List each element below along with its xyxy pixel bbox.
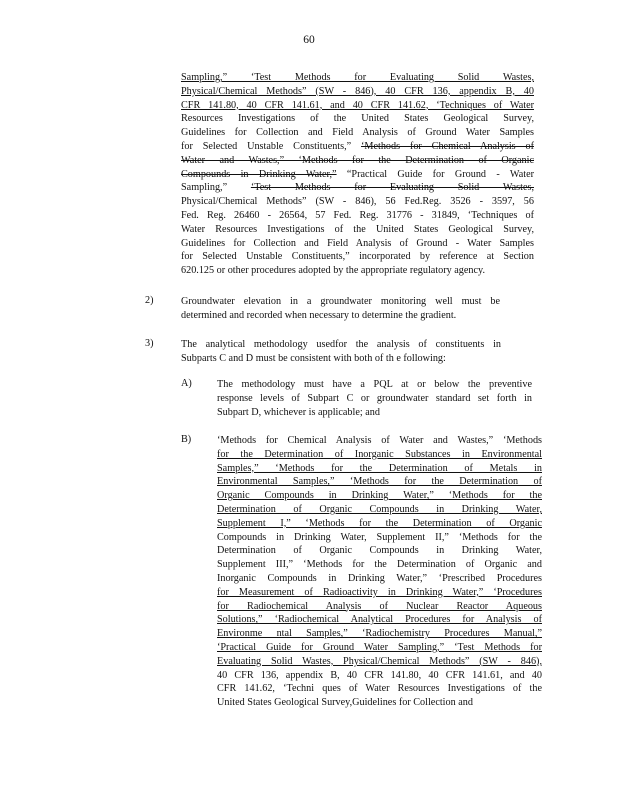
text-line <box>217 682 542 696</box>
text-line <box>181 352 501 366</box>
text-segment: Evaluating Solid Wastes, Physical/Chemical Methods” (SW - 846), <box>217 655 542 667</box>
text-line <box>217 696 542 710</box>
text-segment: Sampling,” <box>181 182 251 194</box>
text-line <box>217 600 542 614</box>
text-segment: “Practical Guide for Ground - Water <box>336 168 534 180</box>
text-segment: CFR 141.62, ‘Techni ques of Water Resources Investigations of the <box>217 683 542 695</box>
text-line <box>217 406 532 420</box>
text-segment: Guidelines for Collection and Field Analysis of Ground - Water Samples <box>181 237 534 249</box>
text-line <box>217 572 542 586</box>
item-3-marker: 3) <box>145 338 154 349</box>
item-b-marker: B) <box>181 434 192 445</box>
text-line <box>217 669 542 683</box>
text-segment: Inorganic Compounds in Drinking Water,” ‘Prescribed Procedures <box>217 572 542 584</box>
text-segment: Environme ntal Samples,” ‘Radiochemistry Procedures Manual,” <box>217 628 542 640</box>
text-line <box>217 489 542 503</box>
text-segment: Solutions,” ‘Radiochemical Analytical Procedures for Analysis of <box>217 614 542 626</box>
text-segment: United States Geological Survey,Guidelines for Collection and <box>217 697 473 709</box>
text-line <box>181 237 534 251</box>
text-segment: Water and Wastes,” ‘Methods for the Determination of Organic <box>181 154 534 166</box>
text-segment: for Selected Unstable Constituents,” <box>181 140 362 152</box>
text-segment: ‘Methods for Chemical Analysis of Water and Wastes,” ‘Methods <box>217 435 542 446</box>
text-line <box>217 586 542 600</box>
text-segment: response levels of Subpart C or groundwater standard set forth in <box>217 392 532 404</box>
text-segment: Guidelines for Collection and Field Analysis of Ground Water Samples <box>181 127 534 139</box>
text-segment: Organic Compounds in Drinking Water,” ‘Methods for the <box>217 490 542 502</box>
text-segment: The analytical methodology usedfor the analysis of constituents in <box>181 339 501 350</box>
text-segment: The methodology must have a PQL at or below the preventive <box>217 379 532 390</box>
text-segment: ‘Methods for Chemical Analysis of <box>361 140 534 152</box>
text-line <box>181 250 534 264</box>
text-segment: ‘Test Methods for Evaluating Solid Wastes, <box>250 182 534 194</box>
text-line <box>217 517 542 531</box>
text-line <box>181 181 534 195</box>
text-line <box>217 378 532 392</box>
text-segment: CFR 141.80, 40 CFR 141.61, and 40 CFR 141.62, ‘Techniques of Water <box>181 99 534 111</box>
text-line <box>217 531 542 545</box>
text-segment: Physical/Chemical Methods” (SW - 846), 56 Fed.Reg. 3526 - 3597, 56 <box>181 196 534 208</box>
text-line <box>181 154 534 168</box>
text-segment: Environmental Samples,” ‘Methods for the Determination of <box>217 476 542 488</box>
item-a-text <box>217 378 532 419</box>
text-line <box>217 627 542 641</box>
intro-paragraph <box>181 71 534 278</box>
text-segment: Subparts C and D must be consistent with both of th e following: <box>181 352 446 364</box>
text-line <box>181 264 534 278</box>
text-segment: 620.125 or other procedures adopted by the appropriate regulatory agency. <box>181 265 486 277</box>
text-segment: 40 CFR 136, appendix B, 40 CFR 141.80, 40 CFR 141.61, and 40 <box>217 669 542 681</box>
item-a-marker: A) <box>181 378 192 389</box>
text-segment: Water Resources Investigations of the United States Geological Survey, <box>181 223 534 235</box>
text-line <box>217 558 542 572</box>
text-segment: Supplement I,” ‘Methods for the Determination of Organic <box>217 517 542 529</box>
text-line <box>181 126 534 140</box>
text-line <box>181 295 500 309</box>
text-segment: Fed. Reg. 26460 - 26564, 57 Fed. Reg. 31776 - 31849, ‘Techniques of <box>181 209 534 221</box>
text-line <box>181 112 534 126</box>
text-segment: Groundwater elevation in a groundwater monitoring well must be <box>181 296 500 307</box>
text-segment: Subpart D, whichever is applicable; and <box>217 406 380 418</box>
text-line <box>217 613 542 627</box>
text-segment: for the Determination of Inorganic Substances in Environmental <box>217 448 542 460</box>
text-line <box>181 309 500 323</box>
text-segment: for Measurement of Radioactivity in Drinking Water,” ‘Procedures <box>217 586 542 598</box>
text-segment: Determination of Organic Compounds in Drinking Water, <box>217 503 542 515</box>
text-line <box>217 448 542 462</box>
text-line <box>181 209 534 223</box>
text-line <box>217 475 542 489</box>
text-segment: determined and recorded when necessary to determine the gradient. <box>181 309 457 321</box>
text-line <box>181 338 501 352</box>
text-line <box>217 462 542 476</box>
text-line <box>217 641 542 655</box>
text-line <box>217 503 542 517</box>
text-line <box>217 434 542 448</box>
text-segment: Compounds in Drinking Water, Supplement II,” ‘Methods for the <box>217 531 542 543</box>
text-line <box>181 195 534 209</box>
text-segment: Physical/Chemical Methods” (SW - 846), 40 CFR 136, appendix B, 40 <box>181 85 534 97</box>
item-2-text <box>181 295 500 323</box>
item-3-text <box>181 338 501 366</box>
text-line <box>217 392 532 406</box>
text-line <box>181 168 534 182</box>
text-segment: Supplement III,” ‘Methods for the Determination of Organic and <box>217 559 542 571</box>
text-line <box>217 544 542 558</box>
text-line <box>181 85 534 99</box>
item-2-marker: 2) <box>145 295 154 306</box>
text-segment: for Selected Unstable Constituents,” incorporated by reference at Section <box>181 251 534 263</box>
text-segment: Compounds in Drinking Water,” <box>181 168 337 180</box>
text-line <box>181 140 534 154</box>
text-segment: Determination of Organic Compounds in Drinking Water, <box>217 545 542 557</box>
text-line <box>181 99 534 113</box>
text-segment: for Radiochemical Analysis of Nuclear Reactor Aqueous <box>217 600 542 612</box>
page-number: 60 <box>303 34 315 46</box>
text-segment: Resources Investigations of the United States Geological Survey, <box>181 113 534 125</box>
item-b-text <box>217 434 542 710</box>
text-segment: ‘Practical Guide for Ground Water Sampling,” ‘Test Methods for <box>217 641 542 653</box>
text-line <box>217 655 542 669</box>
text-segment: Sampling,” ‘Test Methods for Evaluating Solid Wastes, <box>181 72 534 83</box>
text-segment: Samples,” ‘Methods for the Determination of Metals in <box>217 462 542 474</box>
text-line <box>181 71 534 85</box>
text-line <box>181 223 534 237</box>
